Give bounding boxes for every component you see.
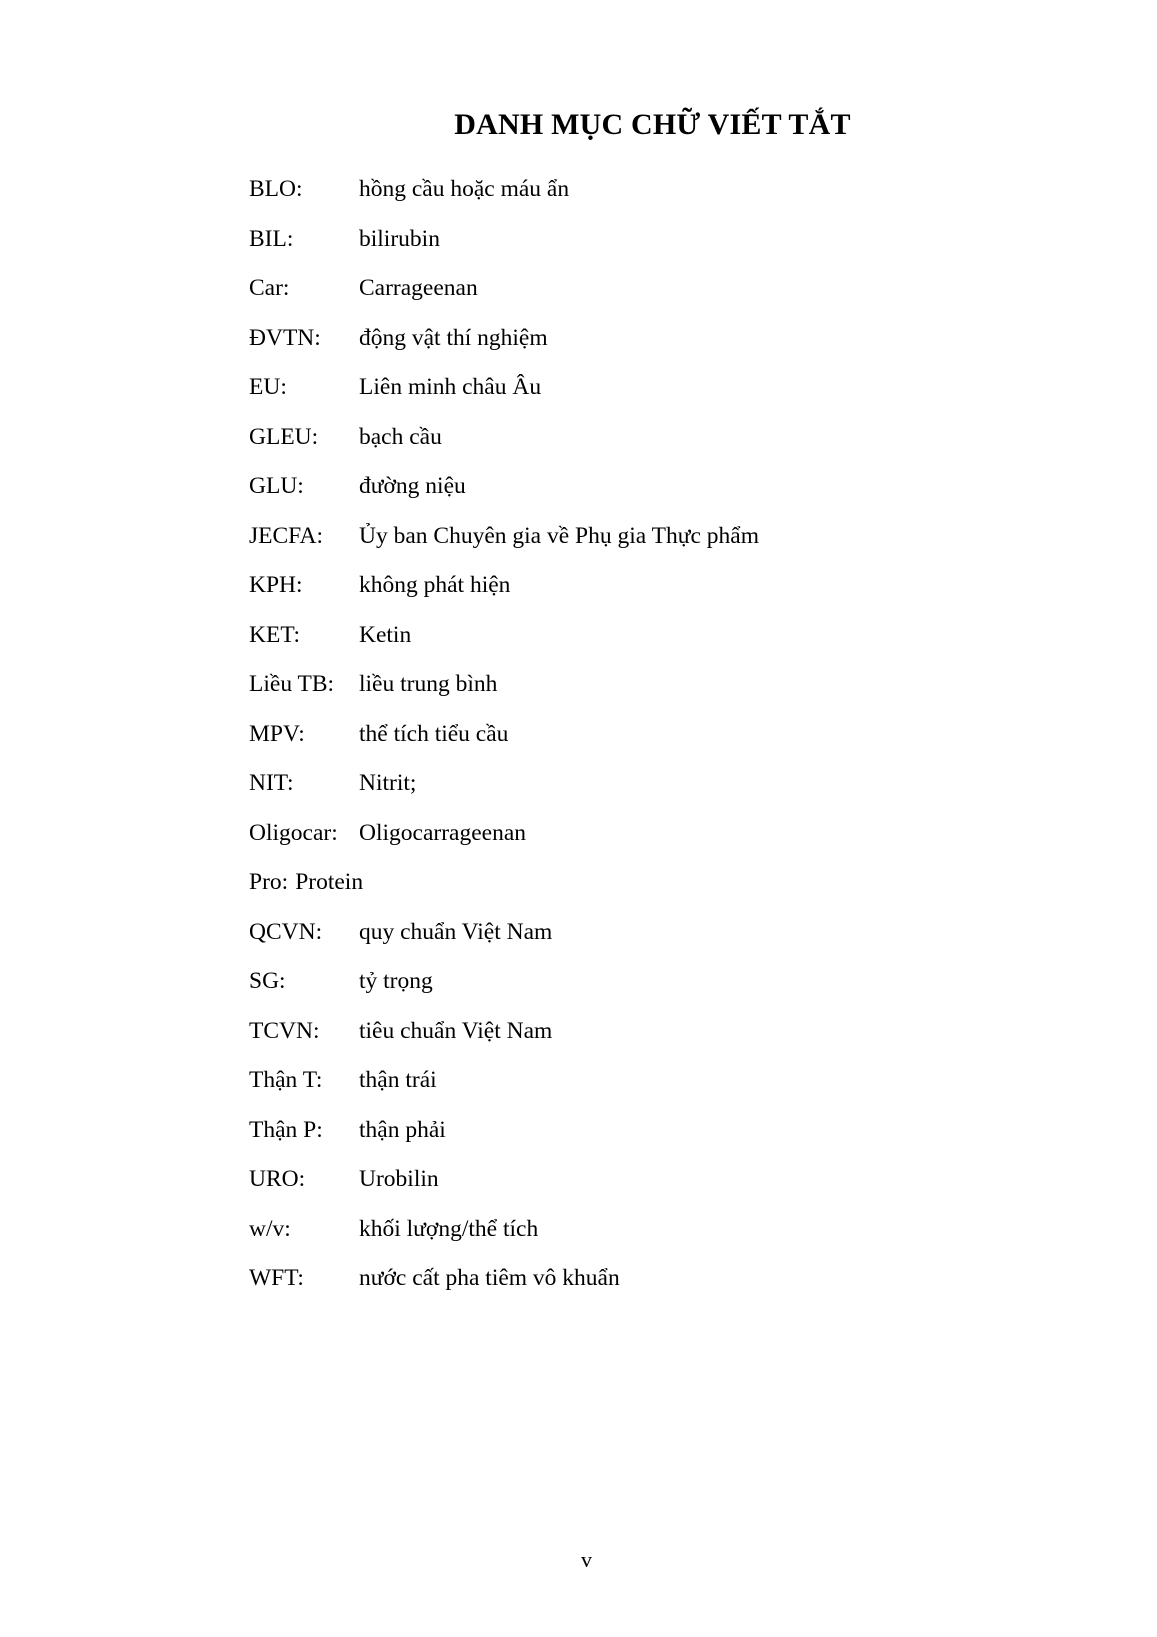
abbreviation-row (249, 669, 1009, 719)
abbreviation-definition: Nitrit; (359, 770, 417, 796)
abbreviation-definition: bạch cầu (359, 423, 442, 450)
abbreviation-term: Pro: (249, 869, 289, 895)
abbreviation-row (249, 372, 1009, 422)
page-title: DANH MỤC CHỮ VIẾT TẮT (454, 108, 851, 141)
abbreviation-row (249, 1263, 1009, 1313)
abbreviation-row (249, 1214, 1009, 1264)
abbreviation-definition: không phát hiện (359, 572, 511, 598)
abbreviation-term: Car: (249, 275, 290, 301)
abbreviation-term: ĐVTN: (249, 324, 321, 351)
abbreviation-row (249, 471, 1009, 521)
abbreviation-row (249, 966, 1009, 1016)
abbreviation-term: QCVN: (249, 918, 323, 945)
abbreviation-row (249, 768, 1009, 818)
abbreviation-list (249, 174, 1009, 1313)
abbreviation-definition: đường niệu (359, 473, 466, 499)
abbreviation-definition: hồng cầu hoặc máu ẩn (359, 176, 570, 202)
abbreviation-row (249, 323, 1009, 373)
abbreviation-term: URO: (249, 1166, 306, 1192)
abbreviation-definition: Protein (295, 869, 364, 895)
abbreviation-term: GLEU: (249, 423, 319, 450)
abbreviation-row (249, 818, 1009, 868)
abbreviation-definition: động vật thí nghiệm (359, 324, 548, 351)
abbreviation-row (249, 917, 1009, 967)
abbreviation-row (249, 1115, 1009, 1165)
abbreviation-term: Oligocar: (249, 819, 338, 846)
abbreviation-row (249, 719, 1009, 769)
abbreviation-term: w/v: (249, 1215, 291, 1242)
abbreviation-term: BLO: (249, 176, 303, 202)
abbreviation-definition: liều trung bình (359, 671, 498, 697)
abbreviation-definition: quy chuẩn Việt Nam (359, 918, 553, 945)
abbreviation-row (249, 1016, 1009, 1066)
abbreviation-definition: Liên minh châu Âu (359, 374, 542, 400)
abbreviation-row (249, 521, 1009, 571)
abbreviation-term: GLU: (249, 473, 304, 499)
abbreviation-term: KET: (249, 621, 301, 648)
abbreviation-term: Thận P: (249, 1116, 323, 1143)
abbreviation-term: MPV: (249, 720, 305, 747)
abbreviation-term: SG: (249, 968, 286, 994)
abbreviation-definition: thận trái (359, 1067, 437, 1093)
abbreviation-definition: tiêu chuẩn Việt Nam (359, 1017, 553, 1044)
abbreviation-definition: nước cất pha tiêm vô khuẩn (359, 1265, 620, 1291)
abbreviation-term: EU: (249, 374, 287, 400)
abbreviation-row (249, 1065, 1009, 1115)
abbreviation-term: KPH: (249, 572, 303, 598)
abbreviation-row (249, 570, 1009, 620)
abbreviation-definition: Ketin (359, 621, 412, 648)
abbreviation-definition: Ủy ban Chuyên gia về Phụ gia Thực phẩm (359, 522, 759, 549)
abbreviation-row (249, 867, 1009, 917)
abbreviation-term: Thận T: (249, 1067, 323, 1093)
abbreviation-definition: Carrageenan (359, 275, 478, 301)
abbreviation-definition: thận phải (359, 1116, 446, 1143)
abbreviation-row (249, 1164, 1009, 1214)
abbreviation-term: NIT: (249, 770, 294, 796)
abbreviation-term: JECFA: (249, 522, 323, 549)
abbreviation-row (249, 273, 1009, 323)
abbreviation-row (249, 620, 1009, 670)
abbreviation-row (249, 174, 1009, 224)
abbreviation-term: TCVN: (249, 1017, 320, 1044)
abbreviation-definition: bilirubin (359, 225, 440, 252)
abbreviation-definition: Oligocarrageenan (359, 819, 527, 846)
abbreviation-term: WFT: (249, 1265, 304, 1291)
page-number: v (581, 1547, 592, 1572)
abbreviation-term: Liều TB: (249, 671, 335, 697)
abbreviation-definition: thể tích tiểu cầu (359, 720, 509, 747)
abbreviation-term: BIL: (249, 225, 294, 252)
abbreviation-definition: Urobilin (359, 1166, 439, 1192)
abbreviation-row (249, 224, 1009, 274)
abbreviation-definition: khối lượng/thể tích (359, 1215, 539, 1242)
abbreviation-row (249, 422, 1009, 472)
abbreviation-definition: tỷ trọng (359, 968, 433, 994)
